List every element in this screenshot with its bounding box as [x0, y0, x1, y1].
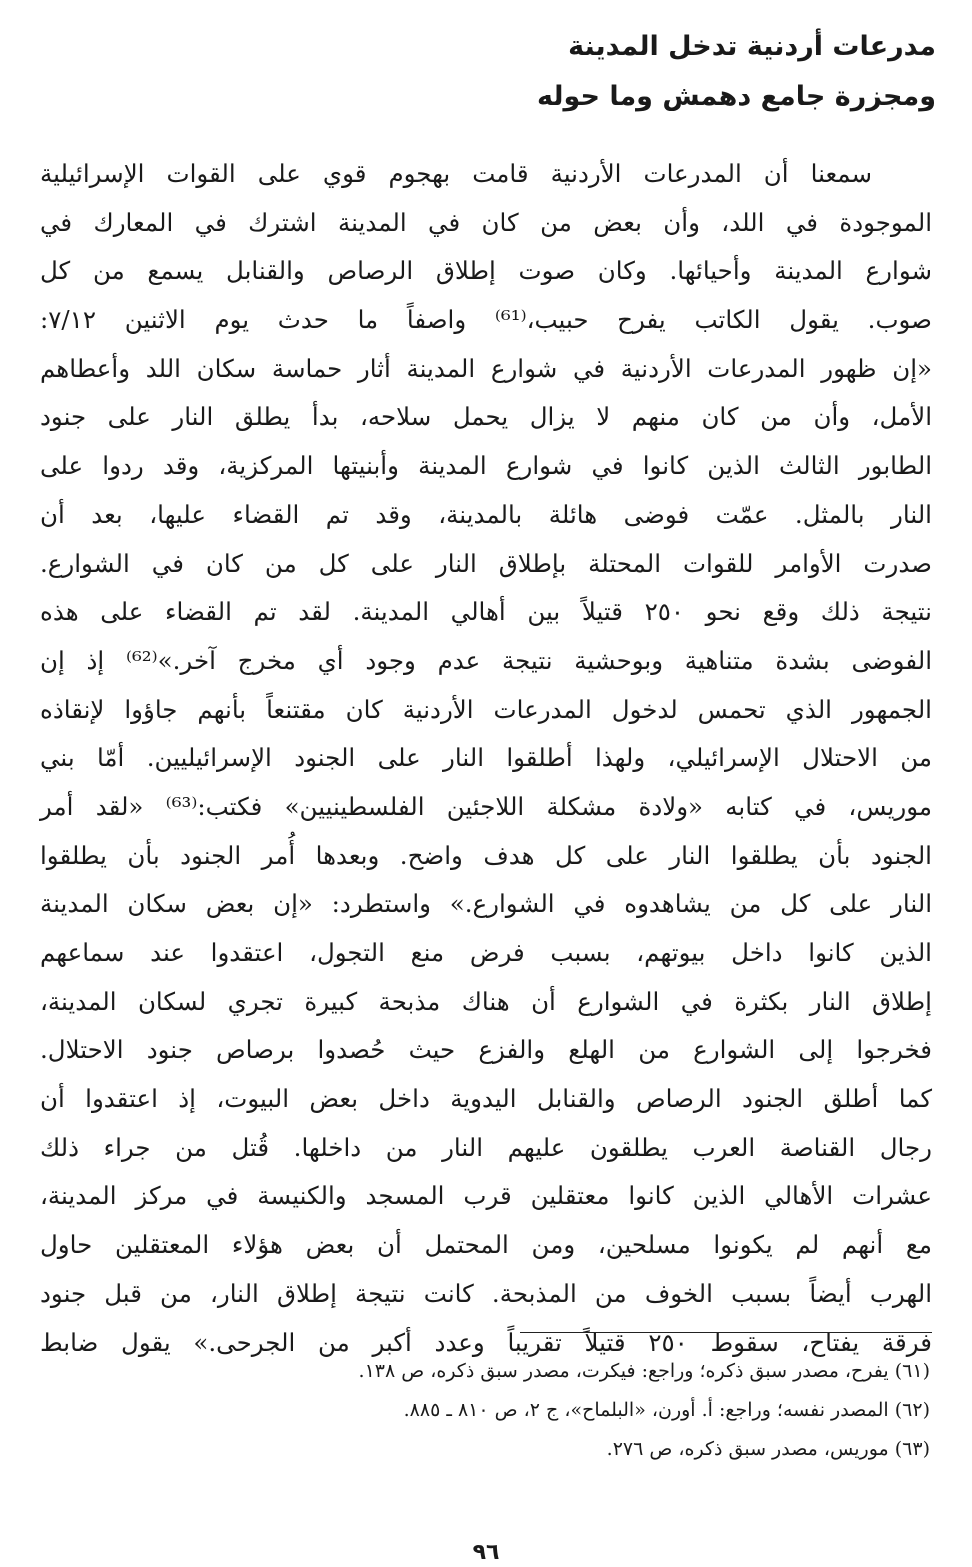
footnote-divider	[520, 1332, 932, 1333]
heading-line-2: ومجزرة جامع دهمش وما حوله	[537, 81, 936, 112]
text-line: موريس، في كتابه «ولادة مشكلة اللاجئين الفلسطينيين» فكتب:⁽⁶³⁾ «لقد أمر	[40, 791, 932, 821]
text-line: من الاحتلال الإسرائيلي، ولهذا أطلقوا النار على الجنود الإسرائيليين. أمّا بني	[40, 743, 932, 773]
text-line: الفوضى بشدة متناهية وبوحشية نتيجة عدم وجود أي مخرج آخر.»⁽⁶²⁾ إذ إن	[40, 645, 932, 675]
text-line: سمعنا أن المدرعات الأردنية قامت بهجوم قوي على القوات الإسرائيلية	[40, 159, 872, 188]
text-line: كما أطلق الجنود الرصاص والقنابل اليدوية داخل بعض البيوت، إذ اعتقدوا أن	[40, 1084, 932, 1114]
text-line: الموجودة في اللد، وأن بعض من كان في المدينة اشترك في المعارك في	[40, 207, 932, 237]
body-paragraph	[40, 150, 932, 1367]
text-line: «إن ظهور المدرعات الأردنية في شوارع المدينة أثار حماسة سكان اللد وأعطاهم	[40, 353, 932, 383]
text-line: نتيجة ذلك وقع نحو ٢٥٠ قتيلاً بين أهالي المدينة. لقد تم القضاء على هذه	[40, 597, 932, 627]
text-line: النار على كل من يشاهدوه في الشوارع.» واستطرد: «إن بعض سكان المدينة	[40, 889, 932, 919]
text-line: مع أنهم لم يكونوا مسلحين، ومن المحتمل أن بعض هؤلاء المعتقلين حاول	[40, 1230, 932, 1260]
text-line: إطلاق النار بكثرة في الشوارع أن هناك مذبحة كبيرة تجري لسكان المدينة،	[40, 986, 932, 1016]
text-line: النار بالمثل. عمّت فوضى هائلة بالمدينة، وقد تم القضاء عليها، بعد أن	[40, 499, 932, 529]
text-line: رجال القناصة العرب يطلقون عليهم النار من داخلها. قُتل من جراء ذلك	[40, 1132, 932, 1162]
text-line: عشرات الأهالي الذين كانوا معتقلين قرب المسجد والكنيسة في مركز المدينة،	[40, 1181, 932, 1211]
page-number: ٩٦	[472, 1540, 500, 1565]
text-line: الذين كانوا داخل بيوتهم، بسبب فرض منع التجول، اعتقدوا عند سماعهم	[40, 938, 932, 967]
text-line: صوب. يقول الكاتب يفرح حبيب،⁽⁶¹⁾ واصفاً ما حدث يوم الاثنين ٧/١٢:	[40, 305, 932, 335]
heading-line-1: مدرعات أردنية تدخل المدينة	[568, 31, 936, 62]
text-line: شوارع المدينة وأحيائها. وكان صوت إطلاق الرصاص والقنابل يسمع من كل	[40, 256, 933, 286]
text-line: الجنود بأن يطلقوا النار على كل هدف واضح. وبعدها أُمر الجنود بأن يطلقوا	[40, 840, 932, 870]
text-line: الجمهور الذي تحمس لدخول المدرعات الأردنية كان مقتنعاً بأنهم جاؤوا لإنقاذه	[40, 694, 932, 724]
footnote-61: (٦١) يفرح، مصدر سبق ذكره؛ وراجع: فيكرت، مصدر سبق ذكره، ص ١٣٨.	[358, 1360, 930, 1382]
text-line: الأمل، وأن من كان منهم لا يزال يحمل سلاحه، بدأ يطلق النار على جنود	[40, 402, 932, 432]
text-line: فرقة يفتاح، سقوط ٢٥٠ قتيلاً تقريباً وعدد أكبر من الجرحى.» يقول ضابط	[40, 1327, 932, 1357]
footnote-63: (٦٣) موريس، مصدر سبق ذكره، ص ٢٧٦.	[606, 1438, 930, 1460]
text-line: الهرب أيضاً بسبب الخوف من المذبحة. كانت نتيجة إطلاق النار، من قبل جنود	[40, 1278, 932, 1308]
footnotes	[170, 1352, 930, 1469]
section-heading	[336, 22, 936, 122]
text-line: صدرت الأوامر للقوات المحتلة بإطلاق النار على كل من كان في الشوارع.	[40, 548, 932, 578]
footnote-62: (٦٢) المصدر نفسه؛ وراجع: أ. أورن، «البلماح»، ج ٢، ص ٨١٠ ـ ٨٨٥.	[403, 1399, 930, 1421]
text-line: الطابور الثالث الذين كانوا في شوارع المدينة وأبنيتها المركزية، وقد ردوا على	[40, 451, 932, 481]
text-line: فخرجوا إلى الشوارع من الهلع والفزع حيث حُصدوا برصاص جنود الاحتلال.	[40, 1035, 932, 1065]
